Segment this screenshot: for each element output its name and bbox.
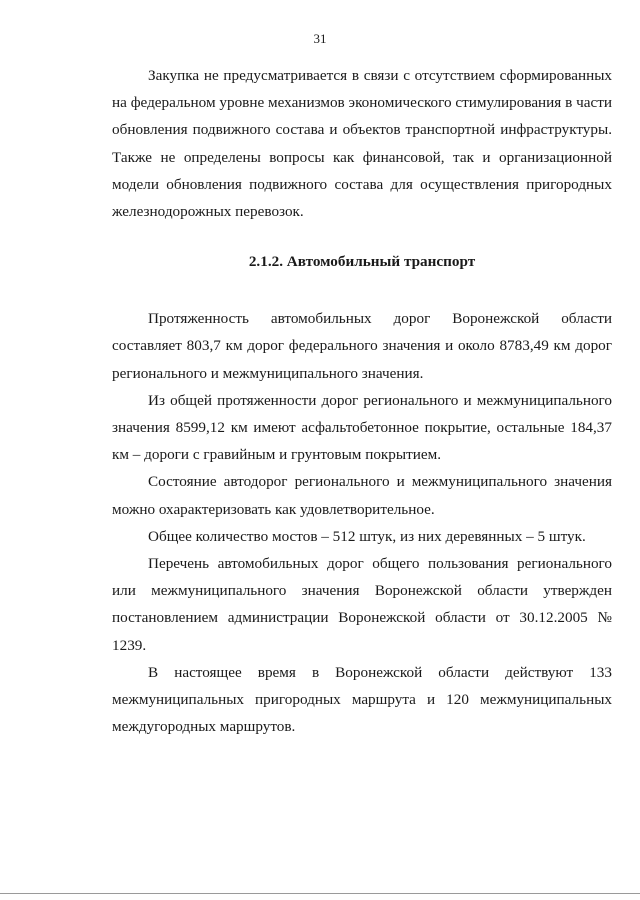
spacer: [112, 225, 612, 248]
intro-paragraph: Закупка не предусматривается в связи с отсутствием сформированных на федеральном уровне механизмов экономического стимулирования в части обновления подвижного состава и объектов транспортной инфраструктуры. Также не определены вопросы как финансовой, так и организационной модели обновления подвижного состава для осуществления пригородных железнодорожных перевозок.: [112, 67, 612, 221]
paragraph-road-surface: Из общей протяженности дорог регионального и межмуниципального значения 8599,12 км имеют асфальтобетонное покрытие, остальные 184,37 км – дороги с гравийным и грунтовым покрытием.: [112, 391, 612, 464]
paragraph-routes: В настоящее время в Воронежской области действуют 133 межмуниципальных пригородных маршрута и 120 межмуниципальных междугородных маршрутов.: [112, 663, 612, 736]
paragraph-road-length: Протяженность автомобильных дорог Воронежской области составляет 803,7 км дорог федерального значения и около 8783,49 км дорог регионального и межмуниципального значения.: [112, 310, 612, 382]
page-number: 31: [313, 31, 327, 46]
paragraph-road-list: Перечень автомобильных дорог общего пользования регионального или межмуниципального значения Воронежской области утвержден постановлением администрации Воронежской области от 30.12.2005 № 1239.: [112, 555, 612, 654]
paragraph-road-condition: Состояние автодорог регионального и межмуниципального значения можно охарактеризовать как удовлетворительное.: [112, 473, 612, 518]
bottom-divider: [0, 893, 640, 894]
document-body: [112, 62, 612, 740]
paragraph-bridges: Общее количество мостов – 512 штук, из них деревянных – 5 штук.: [148, 527, 586, 545]
section-heading: 2.1.2. Автомобильный транспорт: [248, 253, 476, 271]
spacer: [112, 275, 612, 305]
